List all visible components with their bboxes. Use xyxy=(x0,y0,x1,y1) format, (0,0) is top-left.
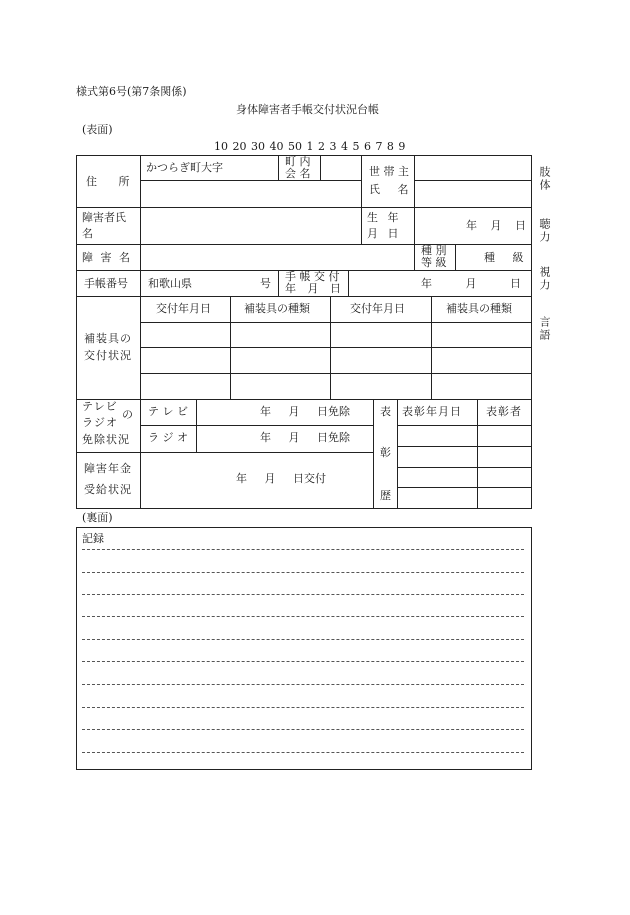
tv-radio-label-3: 免除状況 xyxy=(82,433,130,446)
record-line xyxy=(82,729,524,730)
page-title: 身体障害者手帳交付状況台帳 xyxy=(236,103,379,116)
aids-header-type-2: 補装具の種類 xyxy=(446,302,512,315)
award-by-header: 表彰者 xyxy=(486,405,522,418)
record-line xyxy=(82,594,524,595)
back-side-label: (裏面) xyxy=(82,511,113,524)
type-grade-label-2: 等 級 xyxy=(421,256,447,269)
prefecture-value: 和歌山県 xyxy=(148,277,192,290)
type-grade-value: 種 級 xyxy=(484,251,524,264)
book-number-label: 手帳番号 xyxy=(84,277,128,290)
award-date-header: 表彰年月日 xyxy=(402,405,462,418)
aids-label-2: 交付状況 xyxy=(84,349,132,362)
tv-label: テ レ ビ xyxy=(148,405,188,418)
household-head-label-1: 世 帯 主 xyxy=(369,165,409,178)
pension-label-2: 受給状況 xyxy=(84,483,132,496)
type-grade-label-1: 種 別 xyxy=(421,244,447,257)
book-issue-label-1: 手 帳 交 付 xyxy=(285,270,340,283)
award-label-3: 歴 xyxy=(380,489,391,502)
aids-label-1: 補装具の xyxy=(84,332,132,345)
record-line xyxy=(82,684,524,685)
number-suffix: 号 xyxy=(260,277,271,290)
town-association-label-2: 会 名 xyxy=(285,167,311,180)
aids-header-type-1: 補装具の種類 xyxy=(244,302,310,315)
disability-name-label: 障 害 名 xyxy=(82,251,130,264)
disabled-name-label-1: 障害者氏 xyxy=(82,211,126,224)
form-number: 様式第6号(第7条関係) xyxy=(76,85,187,98)
radio-exemption-value: 年 月 日免除 xyxy=(260,431,350,444)
address-value: かつらぎ町大字 xyxy=(146,161,223,174)
radio-label: ラ ジ オ xyxy=(148,431,188,444)
record-line xyxy=(82,549,524,550)
grade-scale: 10 20 30 40 50 1 2 3 4 5 6 7 8 9 xyxy=(214,140,406,153)
tv-radio-label-particle: の xyxy=(122,408,133,421)
award-label-2: 彰 xyxy=(380,446,391,459)
household-head-label-2: 氏 名 xyxy=(369,183,409,196)
record-line xyxy=(82,752,524,753)
town-association-label-1: 町 内 xyxy=(285,155,311,168)
birth-date-value: 年 月 日 xyxy=(466,219,526,232)
birth-label-2: 月 日 xyxy=(367,227,399,240)
record-label: 記録 xyxy=(82,532,104,545)
side-label-limbs: 肢体 xyxy=(538,166,551,192)
record-line xyxy=(82,661,524,662)
book-issue-label-2: 年 月 日 xyxy=(285,282,341,295)
side-label-speech: 言語 xyxy=(538,316,551,342)
award-label-1: 表 xyxy=(380,405,391,418)
tv-radio-label-1: テレビ xyxy=(82,400,118,413)
pension-value: 年 月 日交付 xyxy=(236,472,326,485)
aids-header-date-1: 交付年月日 xyxy=(156,302,211,315)
record-line xyxy=(82,707,524,708)
tv-radio-label-2: ラジオ xyxy=(82,416,118,429)
record-line xyxy=(82,639,524,640)
front-side-label: (表面) xyxy=(82,123,113,136)
book-issue-value: 年 月 日 xyxy=(421,277,521,290)
record-line xyxy=(82,616,524,617)
tv-exemption-value: 年 月 日免除 xyxy=(260,405,350,418)
side-label-hearing: 聴力 xyxy=(538,218,551,244)
aids-header-date-2: 交付年月日 xyxy=(350,302,405,315)
record-line xyxy=(82,572,524,573)
pension-label-1: 障害年金 xyxy=(84,462,132,475)
side-label-vision: 視力 xyxy=(538,266,551,292)
birth-label-1: 生 年 xyxy=(367,211,399,224)
address-label: 住 所 xyxy=(86,175,130,188)
disabled-name-label-2: 名 xyxy=(82,227,93,240)
